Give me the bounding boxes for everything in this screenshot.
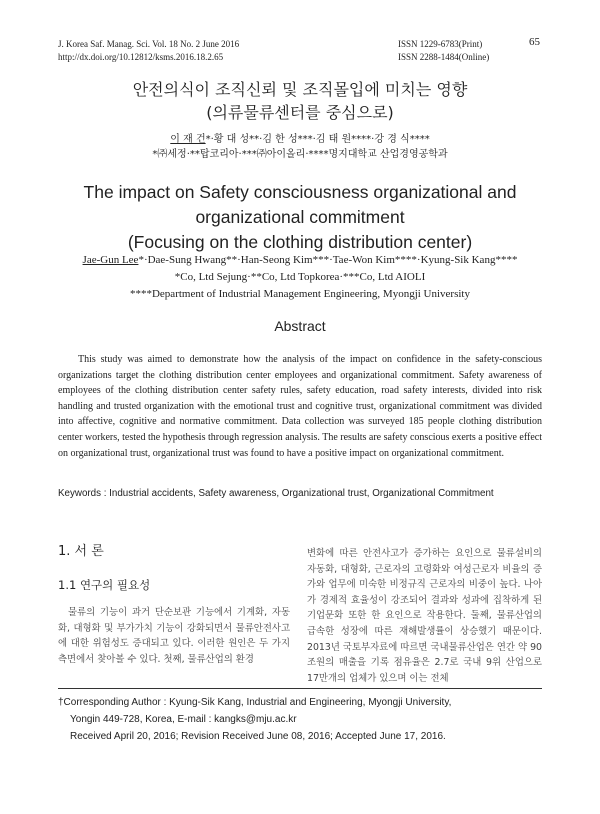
abstract-heading: Abstract	[274, 318, 326, 334]
korean-lead-author: 이 재 건	[170, 134, 206, 145]
abstract-body: This study was aimed to demonstrate how the analysis of the impact on confidence in the safety-conscious organizations target the clothing distribution center employees and organizational commitment. Safety awareness of employees of the clothing distribution center safety rules, safety education, road safety interests, divided into risk handling and trusted organization with the emotional trust and cognitive trust, organizational commitment was divided into affective, cognitive and normative commitment. Data collection was surveyed 185 people clothing distribution center workers, tested the hypothesis through regression analysis. The results are safety conscious exerts a positive effect on organizational trust, organizational trust was found to have a positive impact on organizational commitment.	[58, 354, 542, 459]
korean-title	[0, 78, 600, 124]
korean-affiliations: *㈜세정·**탑코리아·***㈜아이올리·****명지대학교 산업경영공학과	[152, 149, 448, 160]
english-title-line2: organizational commitment	[195, 207, 405, 227]
issn-online: ISSN 2288-1484(Online)	[398, 52, 490, 62]
korean-co-authors: *·황 대 성**·김 한 성***·김 태 원****·강 경 식****	[205, 134, 430, 145]
corresponding-author: †Corresponding Author : Kyung-Sik Kang, Industrial and Engineering, Myongji University,	[58, 697, 452, 708]
body-paragraph-left: 물류의 기능이 과거 단순보관 기능에서 기계화, 자동화, 대형화 및 부가가치 기능이 강화되면서 물류안전사고에 대한 위험성도 증대되고 있다. 이러한 원인은 두 가지 측면에서 찾아볼 수 있다. 첫째, 물류산업의 환경	[58, 607, 290, 665]
journal-header	[58, 38, 239, 64]
english-lead-author: Jae-Gun Lee	[82, 254, 139, 266]
english-title-line3: (Focusing on the clothing distribution center)	[127, 232, 473, 252]
journal-citation: J. Korea Saf. Manag. Sci. Vol. 18 No. 2 June 2016	[58, 39, 240, 49]
body-paragraph-right: 변화에 따른 안전사고가 증가하는 요인으로 물류설비의 자동화, 대형화, 근로자의 고령화와 여성근로자 비율의 증가와 업무에 미숙한 비정규직 근로자의 비중이 높다. 나아가 경제적 효율성이 강조되어 결과와 성과에 집착하게 된 기업문화 또한 한 요인으로 작용한다. 둘째, 물류산업의 급속한 성장에 따른 재해발생률이 상승했기 때문이다. 2013년 국토부자료에 따르면 국내물류산업은 연간 약 90조원의 매출을 기록 점유율은 2.7로 국내 9위 산업으로 17만개의 업체가 있으며 이는 전체	[307, 548, 542, 684]
english-title-line1: The impact on Safety consciousness organizational and	[83, 182, 517, 202]
subsection-heading: 1.1 연구의 필요성	[58, 578, 151, 592]
keywords: Keywords : Industrial accidents, Safety awareness, Organizational trust, Organizational Commitment	[58, 488, 494, 499]
section-heading: 1. 서 론	[58, 544, 104, 559]
korean-title-line2: (의류물류센터를 중심으로)	[206, 103, 394, 122]
english-co-authors: *·Dae-Sung Hwang**·Han-Seong Kim***·Tae-Won Kim****·Kyung-Sik Kang****	[138, 254, 518, 266]
doi-link[interactable]: http://dx.doi.org/10.12812/ksms.2016.18.2.65	[58, 52, 224, 62]
english-authors	[0, 252, 600, 303]
english-affiliations-2: ****Department of Industrial Management Engineering, Myongji University	[129, 288, 470, 300]
body-column-right	[307, 546, 542, 686]
issn-block	[398, 38, 489, 64]
page-number: 65	[529, 36, 540, 48]
korean-authors	[0, 132, 600, 162]
english-affiliations-1: *Co, Ltd Sejung·**Co, Ltd Topkorea·***Co, Ltd AIOLI	[174, 271, 426, 283]
footnote	[58, 694, 542, 745]
issn-print: ISSN 1229-6783(Print)	[398, 39, 483, 49]
korean-author-line	[0, 132, 600, 147]
author-contact: Yongin 449-728, Korea, E-mail : kangks@mju.ac.kr	[70, 714, 297, 725]
body-column-left	[58, 540, 290, 667]
english-title	[0, 180, 600, 255]
footnote-divider	[58, 688, 542, 689]
received-dates: Received April 20, 2016; Revision Received June 08, 2016; Accepted June 17, 2016.	[70, 731, 446, 742]
english-author-line	[0, 252, 600, 269]
korean-title-line1: 안전의식이 조직신뢰 및 조직몰입에 미치는 영향	[132, 80, 468, 99]
